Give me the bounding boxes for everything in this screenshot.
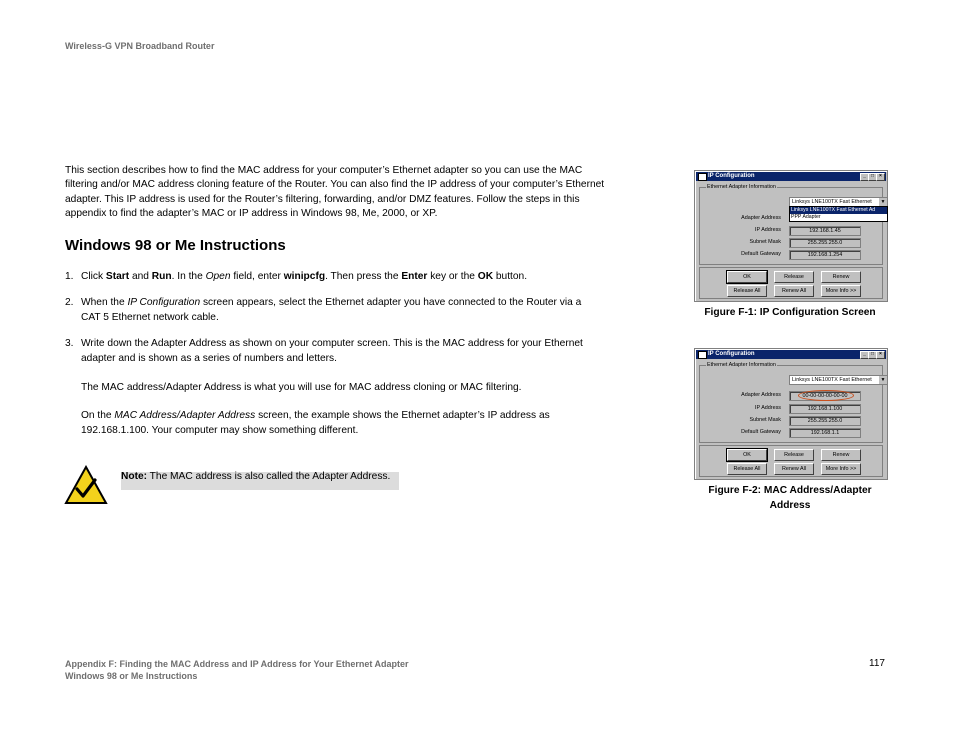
group-label: Ethernet Adapter Information bbox=[707, 362, 776, 368]
step-number: 3. bbox=[65, 338, 74, 349]
renew-button[interactable]: Renew bbox=[821, 449, 861, 461]
field-label: Adapter Address bbox=[741, 215, 781, 221]
default-gateway-field: 192.168.1.254 bbox=[789, 250, 861, 260]
example-paragraph: On the MAC Address/Adapter Address screen, the example shows the Ethernet adapter’s IP address as 192.168.1.100. Your computer may show something different. bbox=[81, 410, 550, 436]
app-icon bbox=[698, 351, 707, 359]
maximize-icon[interactable]: □ bbox=[868, 351, 877, 359]
field-label: Default Gateway bbox=[741, 429, 781, 435]
button-group bbox=[699, 445, 883, 477]
ip-configuration-window-1 bbox=[694, 170, 888, 302]
group-label: Ethernet Adapter Information bbox=[707, 184, 776, 190]
caption-line: Figure F-2: MAC Address/Adapter bbox=[708, 485, 872, 496]
more-info-button[interactable]: More Info >> bbox=[821, 463, 861, 475]
figure-2-caption bbox=[694, 483, 886, 513]
button-group bbox=[699, 267, 883, 299]
renew-all-button[interactable]: Renew All bbox=[774, 463, 814, 475]
intro-paragraph: This section describes how to find the MAC address for your computer’s Ethernet adapter so you can use the MAC filtering and/or MAC address cloning feature of the Router. You can also find the IP address of your computer’s Ethernet adapter. This IP address is used for the Router’s filtering, forwarding, and/or DMZ features. Follow the steps in this appendix to find the adapter’s MAC or IP address in Windows 98, Me, 2000, or XP. bbox=[65, 165, 605, 220]
subnet-mask-field: 255.255.255.0 bbox=[789, 416, 861, 426]
field-label: Subnet Mask bbox=[749, 239, 781, 245]
page-footer bbox=[65, 658, 409, 682]
caption-line: Address bbox=[769, 500, 811, 511]
window-title: IP Configuration bbox=[708, 173, 755, 179]
minimize-icon[interactable]: _ bbox=[860, 173, 869, 181]
chevron-down-icon[interactable]: ▼ bbox=[880, 199, 886, 205]
adapter-dropdown-list[interactable] bbox=[789, 206, 888, 222]
page-number: 117 bbox=[869, 658, 885, 669]
chevron-down-icon[interactable]: ▼ bbox=[880, 377, 886, 383]
adapter-select[interactable]: Linksys LNE100TX Fast Ethernet ▼ bbox=[789, 197, 888, 207]
ip-address-field: 192.168.1.45 bbox=[789, 226, 861, 236]
adapter-select[interactable]: Linksys LNE100TX Fast Ethernet ▼ bbox=[789, 375, 888, 385]
highlight-oval bbox=[798, 390, 854, 401]
more-info-button[interactable]: More Info >> bbox=[821, 285, 861, 297]
app-icon bbox=[698, 173, 707, 181]
field-label: IP Address bbox=[755, 405, 781, 411]
renew-button[interactable]: Renew bbox=[821, 271, 861, 283]
note: Note: The MAC address is also called the Adapter Address. bbox=[121, 471, 391, 482]
footer-line: Windows 98 or Me Instructions bbox=[65, 671, 198, 681]
release-all-button[interactable]: Release All bbox=[727, 463, 767, 475]
window-title: IP Configuration bbox=[708, 351, 755, 357]
ip-address-field: 192.168.1.100 bbox=[789, 404, 861, 414]
adapter-info-group bbox=[699, 184, 886, 265]
mac-usage-paragraph: The MAC address/Adapter Address is what you will use for MAC address cloning or MAC filtering. bbox=[81, 382, 522, 393]
adapter-address-field: 00-00-00-00-00-00 bbox=[789, 391, 861, 401]
renew-all-button[interactable]: Renew All bbox=[774, 285, 814, 297]
maximize-icon[interactable]: □ bbox=[868, 173, 877, 181]
release-button[interactable]: Release bbox=[774, 449, 814, 461]
ip-configuration-window-2 bbox=[694, 348, 888, 480]
dropdown-option[interactable]: Linksys LNE100TX Fast Ethernet Ad bbox=[790, 207, 887, 214]
step-number: 2. bbox=[65, 297, 74, 308]
field-label: Subnet Mask bbox=[749, 417, 781, 423]
field-label: Adapter Address bbox=[741, 392, 781, 398]
step-text: When the IP Configuration screen appears, select the Ethernet adapter you have connected to the Router via a CAT 5 Ethernet network cable. bbox=[81, 297, 582, 323]
ok-button[interactable]: OK bbox=[727, 271, 767, 283]
running-header: Wireless-G VPN Broadband Router bbox=[65, 41, 215, 51]
adapter-info-group bbox=[699, 362, 886, 443]
window-titlebar bbox=[696, 350, 886, 359]
release-all-button[interactable]: Release All bbox=[727, 285, 767, 297]
step-text: Click Start and Run. In the Open field, enter winipcfg. Then press the Enter key or the OK button. bbox=[81, 271, 528, 282]
subnet-mask-field: 255.255.255.0 bbox=[789, 238, 861, 248]
window-titlebar bbox=[696, 172, 886, 181]
ok-button[interactable]: OK bbox=[727, 449, 767, 461]
field-label: IP Address bbox=[755, 227, 781, 233]
footer-line: Appendix F: Finding the MAC Address and IP Address for Your Ethernet Adapter bbox=[65, 659, 409, 669]
step-text: Write down the Adapter Address as shown on your computer screen. This is the MAC address for your Ethernet adapter and is shown as a series of numbers and letters. bbox=[81, 338, 583, 364]
step-number: 1. bbox=[65, 271, 74, 282]
field-label: Default Gateway bbox=[741, 251, 781, 257]
checkmark-warning-icon bbox=[64, 465, 108, 510]
close-icon[interactable]: × bbox=[876, 173, 885, 181]
default-gateway-field: 192.168.1.1 bbox=[789, 428, 861, 438]
release-button[interactable]: Release bbox=[774, 271, 814, 283]
close-icon[interactable]: × bbox=[876, 351, 885, 359]
dropdown-option[interactable]: PPP Adapter bbox=[791, 214, 821, 220]
figure-1-caption: Figure F-1: IP Configuration Screen bbox=[704, 307, 876, 318]
section-heading: Windows 98 or Me Instructions bbox=[65, 237, 286, 254]
minimize-icon[interactable]: _ bbox=[860, 351, 869, 359]
